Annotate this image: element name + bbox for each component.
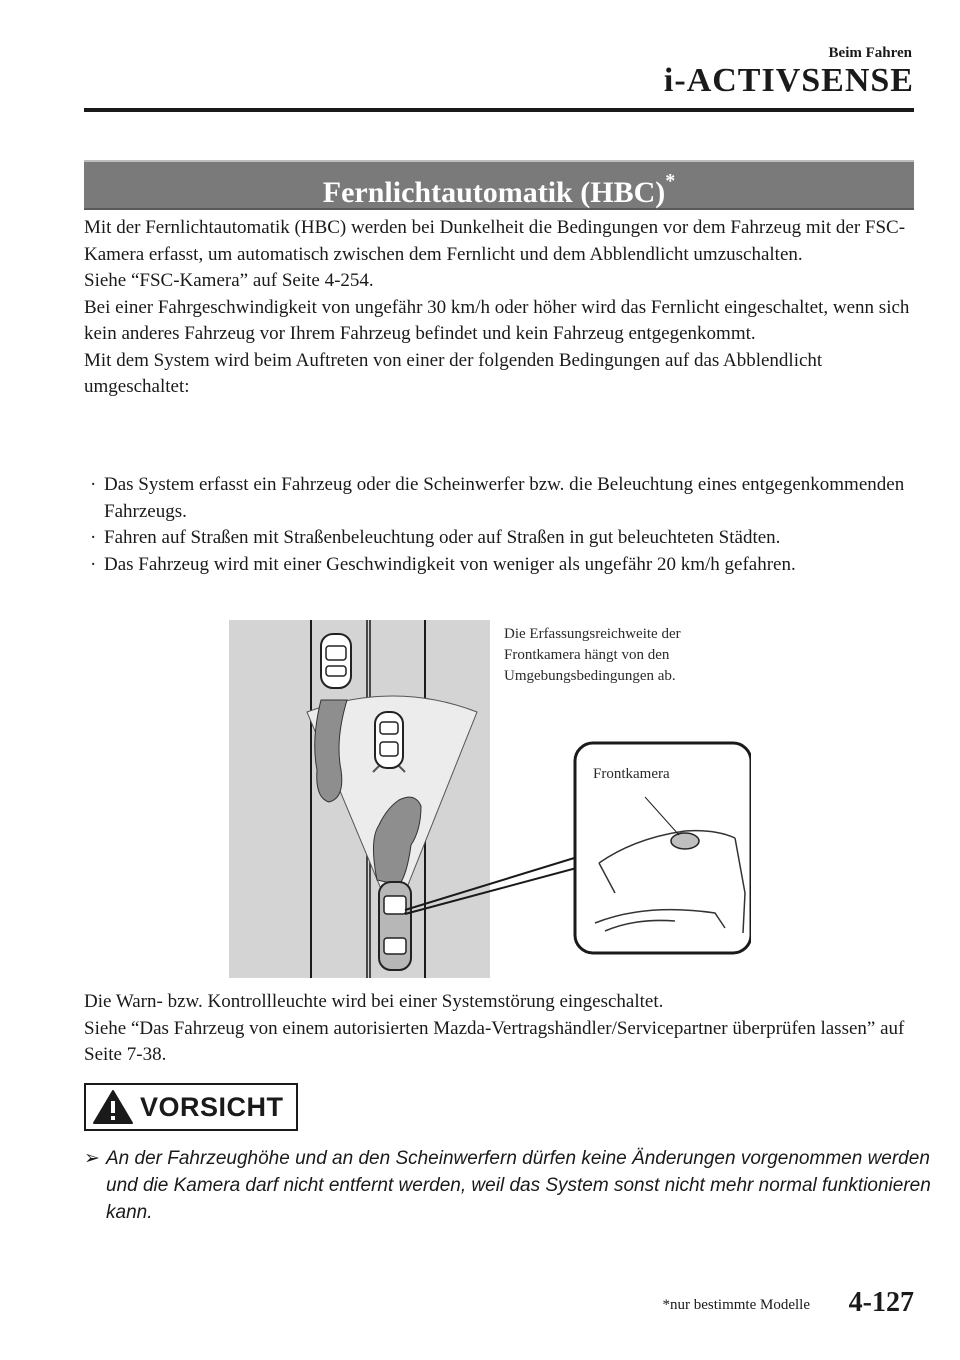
camera-label: Frontkamera — [593, 766, 670, 782]
paragraph: Bei einer Fahrgeschwindigkeit von ungefähr 30 km/h oder höher wird das Fernlicht eingeschaltet, wenn sich kein anderes Fahrzeug vor Ihrem Fahrzeug befindet und kein Fahrzeug entgegenkommt. — [84, 296, 910, 344]
camera-unit-icon — [671, 833, 699, 849]
range-note: Die Erfassungsreichweite der Frontkamera hängt von den Umgebungsbedingungen ab. — [504, 626, 681, 684]
list-item: · Das System erfasst ein Fahrzeug oder die Scheinwerfer bzw. die Beleuchtung eines entgegenkommenden Fahrzeugs. — [90, 474, 905, 522]
paragraph: Die Warn- bzw. Kontrollleuchte wird bei einer Systemstörung eingeschaltet. — [84, 991, 664, 1012]
section-asterisk: * — [665, 170, 676, 192]
preceding-car — [373, 712, 405, 772]
list-item: · Das Fahrzeug wird mit einer Geschwindigkeit von weniger als ungefähr 20 km/h gefahren. — [90, 553, 796, 575]
page-number: 4-127 — [848, 1287, 914, 1318]
paragraph: Siehe “Das Fahrzeug von einem autorisierten Mazda-Vertragshändler/Servicepartner überprüfen lassen” auf Seite 7-38. — [84, 1017, 905, 1065]
paragraph: Mit der Fernlichtautomatik (HBC) werden bei Dunkelheit die Bedingungen vor dem Fahrzeug mit der FSC-Kamera erfasst, um automatisch zwischen dem Fernlicht und dem Abblendlicht umzuschalten. — [84, 217, 906, 265]
caution-item: ➢ An der Fahrzeughöhe und an den Scheinwerfern dürfen keine Änderungen vorgenommen werden und die Kamera darf nicht entfernt werden, weil das System sonst nicht mehr normal funktionieren kann. — [84, 1145, 936, 1226]
hbc-illustration — [229, 620, 751, 978]
chapter-title: i-ACTIVSENSE — [663, 62, 914, 99]
own-car — [379, 882, 411, 970]
list-item: · Fahren auf Straßen mit Straßenbeleuchtung oder auf Straßen in gut beleuchteten Städten. — [90, 527, 781, 548]
section-title-bar — [84, 160, 914, 210]
chapter-subtitle: Beim Fahren — [828, 45, 912, 61]
arrow-bullet-icon: ➢ — [84, 1148, 100, 1169]
malfunction-text — [84, 989, 914, 1069]
caution-heading — [84, 1083, 298, 1131]
footnote: *nur bestimmte Modelle — [662, 1297, 810, 1313]
intro-text — [84, 215, 914, 401]
header-rule — [84, 108, 914, 112]
paragraph: Mit dem System wird beim Auftreten von einer der folgenden Bedingungen auf das Abblendlicht umgeschaltet: — [84, 349, 823, 397]
caution-label: VORSICHT — [140, 1091, 284, 1122]
condition-list — [86, 472, 916, 578]
oncoming-car — [321, 634, 351, 688]
section-title: Fernlichtautomatik (HBC) — [322, 176, 666, 209]
warning-icon — [92, 1089, 134, 1125]
paragraph: Siehe “FSC-Kamera” auf Seite 4-254. — [84, 270, 374, 291]
